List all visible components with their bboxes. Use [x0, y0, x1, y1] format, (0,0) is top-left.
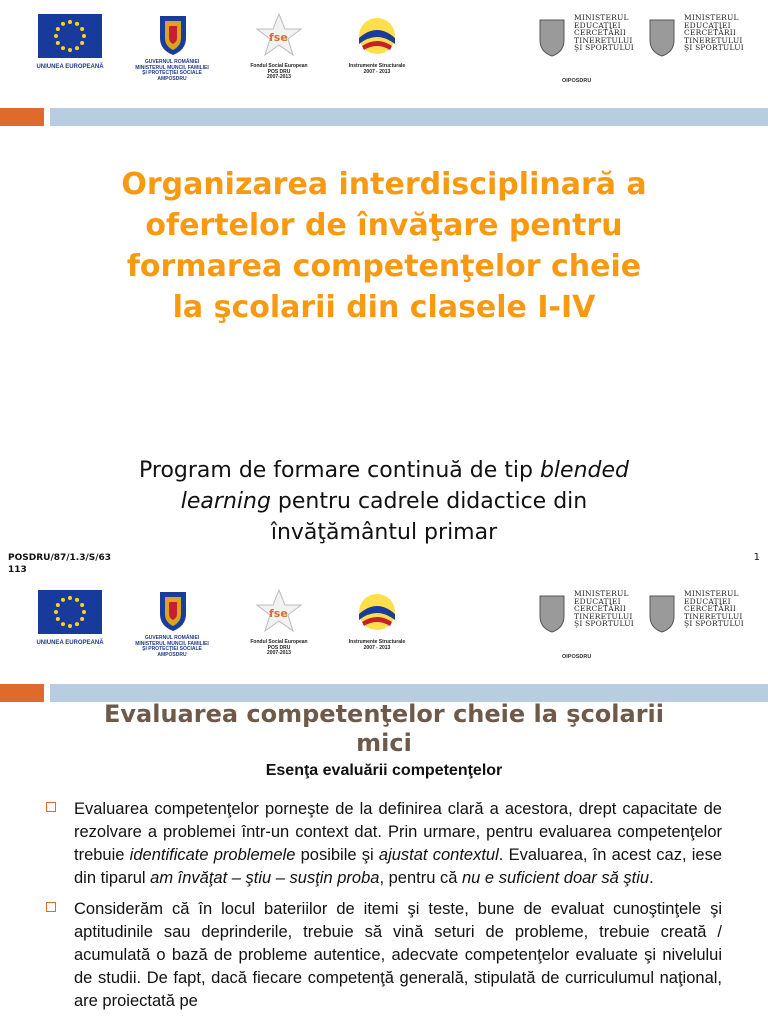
square-bullet-icon: [46, 902, 56, 912]
gov-caption-line: AMPOSDRU: [157, 75, 187, 82]
title-line: mici: [356, 729, 412, 757]
gov-caption-line: MINISTERUL MUNCII, FAMILIEI: [135, 640, 209, 647]
slide-2: [0, 578, 768, 1024]
fse-caption-line: 2007-2013: [267, 74, 291, 80]
instrumente-structurale-logo: [350, 12, 404, 58]
ministry-text: [574, 14, 634, 52]
ministry-crest-icon: [536, 590, 568, 634]
eu-star: [56, 617, 60, 621]
list-item: [44, 898, 722, 1013]
romania-coat-of-arms-logo: [156, 588, 190, 632]
gov-caption: [122, 60, 222, 82]
ministry-line: TINERETULUI: [684, 611, 743, 621]
eu-star: [68, 596, 72, 600]
eu-star: [75, 598, 79, 602]
is-caption-line: Instrumente Structurale: [348, 63, 406, 69]
section-heading: Esenţa evaluării competenţelor: [265, 762, 503, 779]
eu-star: [68, 624, 72, 628]
bullet-text: , pentru că: [379, 869, 462, 887]
eu-star: [61, 622, 65, 626]
project-code-line: POSDRU/87/1.3/S/63: [8, 553, 112, 563]
title-line: formarea competenţelor cheie: [126, 249, 642, 284]
subtitle-text: Program de formare continuă de tip: [139, 458, 540, 483]
ministry-line: MINISTERUL: [574, 13, 629, 22]
title-line: Organizarea interdisciplinară a: [121, 167, 647, 202]
eu-star: [82, 610, 86, 614]
eu-star: [80, 617, 84, 621]
ministry-line: EDUCAŢIEI: [684, 20, 731, 30]
oiposdru-caption: OIPOSDRU: [562, 654, 592, 660]
ministry-line: MINISTERUL: [684, 589, 739, 598]
slide-1-subtitle: [70, 455, 698, 548]
ministry-line: EDUCAŢIEI: [574, 20, 621, 30]
bullet-list: [44, 798, 722, 1021]
square-bullet-icon: [46, 802, 56, 812]
title-line: Evaluarea competenţelor cheie la şcolarii: [103, 700, 664, 728]
gov-caption-line: AMPOSDRU: [157, 651, 187, 658]
ministry-text: [684, 14, 744, 52]
eu-star: [80, 41, 84, 45]
bullet-emphasis: nu e suficient doar să ştiu: [462, 869, 650, 887]
ministry-line: EDUCAŢIEI: [574, 596, 621, 606]
eu-star: [75, 622, 79, 626]
gov-caption-line: GUVERNUL ROMÂNIEI: [144, 635, 200, 641]
eu-flag-logo: [38, 590, 102, 634]
eu-flag-logo: [38, 14, 102, 58]
eu-star: [80, 603, 84, 607]
ministry-line: CERCETĂRII: [684, 28, 737, 37]
fse-logo: [254, 12, 304, 58]
ministry-crest-icon: [536, 14, 568, 58]
ministry-text: [684, 590, 744, 628]
ministry-crest-icon: [646, 14, 678, 58]
eu-stars-icon: [38, 590, 102, 634]
ministry-line: TINERETULUI: [574, 611, 633, 621]
slide-2-title: [60, 700, 708, 758]
bullet-text: posibile şi: [295, 846, 379, 864]
fse-caption: [238, 640, 320, 657]
is-caption-line: Instrumente Structurale: [348, 639, 406, 645]
fse-caption-line: POS DRU: [267, 68, 291, 75]
title-line: la şcolarii din clasele I-IV: [172, 290, 596, 325]
eu-star: [75, 22, 79, 26]
ministry-line: TINERETULUI: [684, 35, 743, 45]
eu-star: [56, 27, 60, 31]
ministry-line: MINISTERUL: [684, 13, 739, 22]
eu-stars-icon: [38, 14, 102, 58]
eu-star: [75, 46, 79, 50]
ministry-text: [574, 590, 634, 628]
list-item: [44, 798, 722, 890]
eu-star: [61, 598, 65, 602]
fse-caption: [238, 64, 320, 81]
eu-star: [82, 34, 86, 38]
gov-caption-line: GUVERNUL ROMÂNIEI: [144, 59, 200, 65]
ministry-line: CERCETĂRII: [574, 604, 627, 613]
ministry-line: CERCETĂRII: [574, 28, 627, 37]
instrumente-structurale-logo: [350, 588, 404, 634]
eu-star: [61, 46, 65, 50]
bullet-text: Considerăm că în locul bateriilor de itemi şi teste, bune de evaluat cunoştinţele şi aptitudinile sau deprinderile, trebuie să vină seturi de probleme, trebuie creată / acumulată o bază de probleme autentice, adecvate competenţelor evaluate şi nivelului de studii. De fapt, dacă fiecare competenţă generală, stipulată de curriculumul naţional, are proiectată pe: [74, 900, 722, 1010]
subtitle-emphasis: blended: [539, 458, 629, 483]
is-caption-line: 2007 - 2013: [363, 644, 391, 651]
eu-star: [56, 603, 60, 607]
eu-caption: UNIUNEA EUROPEANĂ: [36, 64, 104, 70]
ministry-line: EDUCAŢIEI: [684, 596, 731, 606]
project-code: [8, 552, 148, 576]
page-number: 1: [753, 552, 760, 563]
is-caption-line: 2007 - 2013: [363, 68, 391, 75]
is-caption: [336, 640, 418, 651]
gov-caption-line: ŞI PROTECŢIEI SOCIALE: [142, 70, 202, 76]
gov-caption: [122, 636, 222, 658]
fse-caption-line: 2007-2013: [267, 650, 291, 656]
ministry-line: CERCETĂRII: [684, 604, 737, 613]
ministry-line: ŞI SPORTULUI: [684, 43, 744, 52]
eu-star: [80, 27, 84, 31]
title-line: ofertelor de învăţare pentru: [145, 208, 623, 243]
ministry-line: ŞI SPORTULUI: [684, 619, 744, 628]
header-band-orange: [0, 684, 44, 702]
header-band-orange: [0, 108, 44, 126]
header-band-blue: [50, 108, 768, 126]
romania-coat-of-arms-logo: [156, 12, 190, 56]
ministry-line: ŞI SPORTULUI: [574, 43, 634, 52]
bullet-text: Evaluarea competenţelor porneşte de la definirea clară a acestora, drept capacitate de rezolvare a problemei într-un context dat. Prin urmare, pentru evaluarea competenţelor trebuie: [74, 800, 722, 864]
subtitle-text: pentru cadrele didactice din: [270, 489, 588, 514]
slide-1-title: [70, 164, 698, 328]
bullet-emphasis: ajustat contextul: [378, 846, 499, 864]
fse-logo: [254, 588, 304, 634]
eu-star: [54, 34, 58, 38]
svg-text:fse: fse: [269, 607, 288, 620]
eu-star: [68, 48, 72, 52]
ministry-line: ŞI SPORTULUI: [574, 619, 634, 628]
bullet-text: .: [649, 869, 654, 887]
is-caption: [336, 64, 418, 75]
gov-caption-line: MINISTERUL MUNCII, FAMILIEI: [135, 64, 209, 71]
eu-star: [61, 22, 65, 26]
gov-caption-line: ŞI PROTECŢIEI SOCIALE: [142, 646, 202, 652]
eu-star: [68, 20, 72, 24]
ministry-line: MINISTERUL: [574, 589, 629, 598]
fse-caption-line: POS DRU: [267, 644, 291, 651]
bullet-text: . Evaluarea, în acest caz, iese din tiparul: [74, 846, 723, 887]
bullet-emphasis: am învăţat – ştiu – susţin proba: [150, 869, 380, 887]
ministry-line: TINERETULUI: [574, 35, 633, 45]
ministry-crest-icon: [646, 590, 678, 634]
eu-star: [56, 41, 60, 45]
oiposdru-caption: OIPOSDRU: [562, 78, 592, 84]
project-code-line: 113: [8, 565, 27, 575]
fse-caption-line: Fondul Social European: [250, 63, 308, 69]
fse-caption-line: Fondul Social European: [250, 639, 308, 645]
subtitle-emphasis: learning: [180, 489, 271, 514]
svg-text:fse: fse: [269, 31, 288, 44]
subtitle-text: învăţământul primar: [270, 520, 498, 545]
eu-caption: UNIUNEA EUROPEANĂ: [36, 640, 104, 646]
eu-star: [54, 610, 58, 614]
bullet-emphasis: identificate problemele: [129, 846, 296, 864]
